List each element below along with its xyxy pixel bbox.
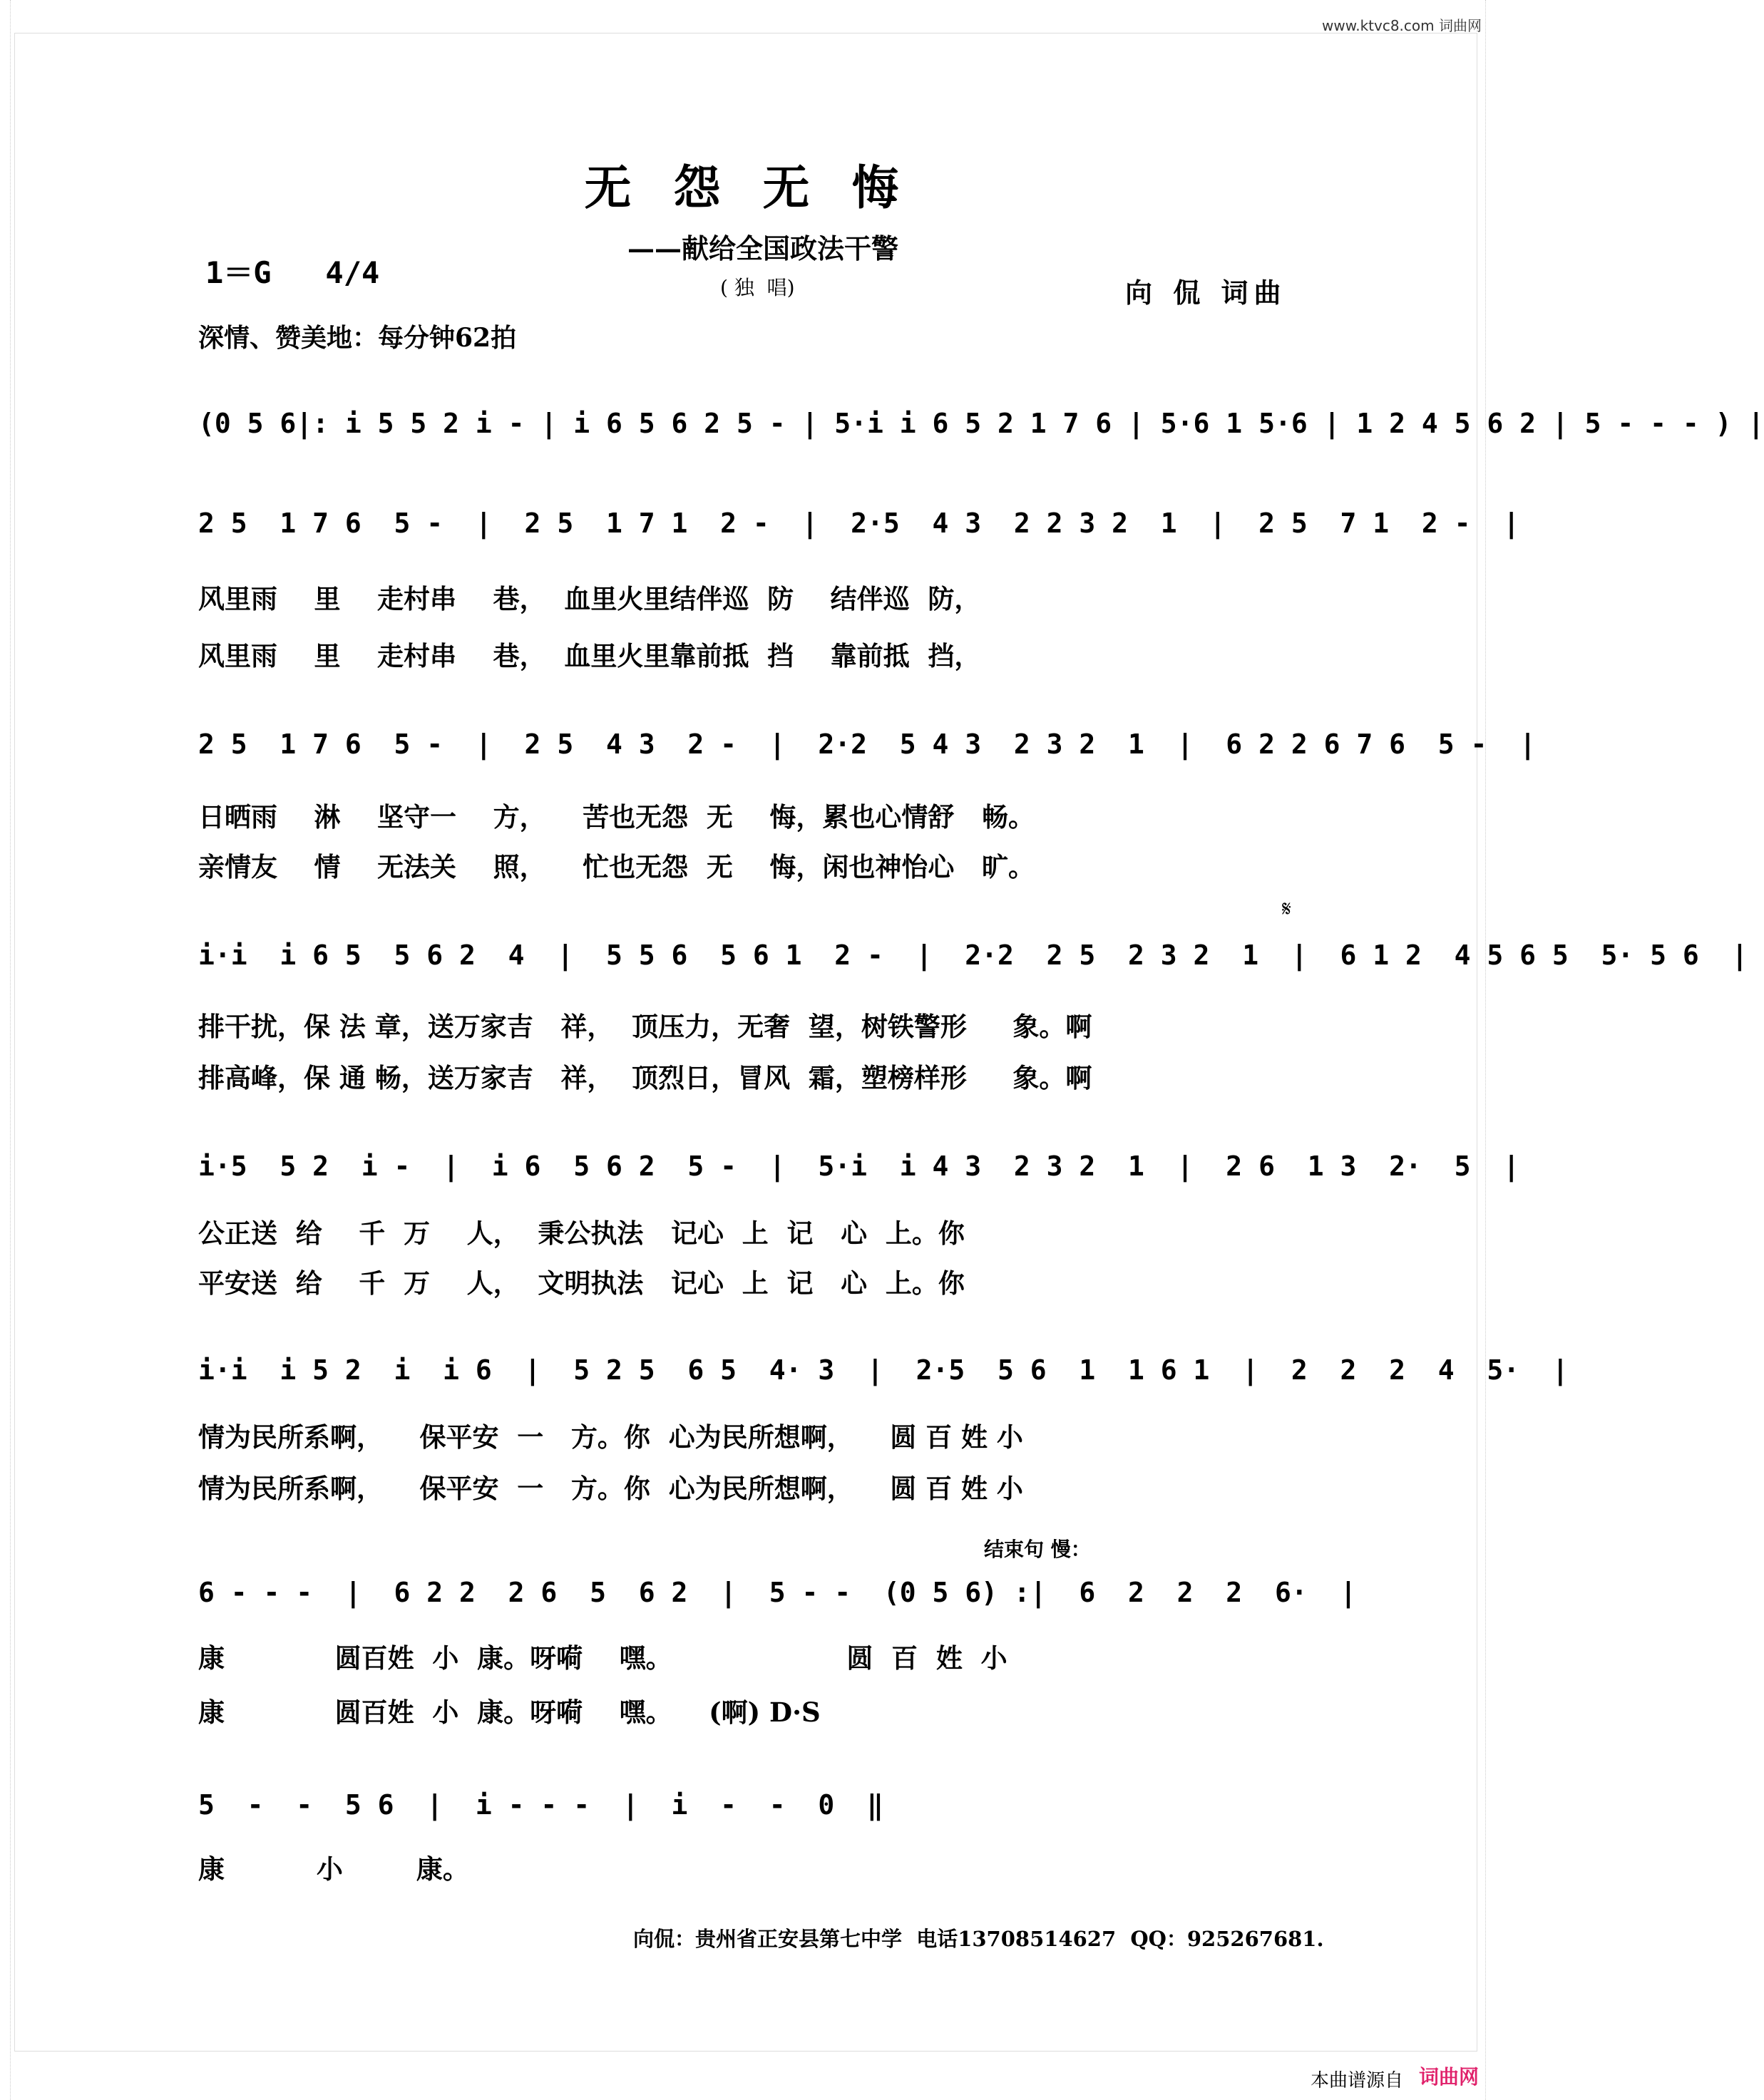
system-2-lyric-verse-1: 日晒雨 淋 坚守一 方， 苦也无怨 无 悔，累也心情舒 畅。 <box>198 801 1035 833</box>
right-edge-strip <box>1485 0 1496 2100</box>
system-1-notes: 2 5 1 7 6 5 - | 2 5 1 7 1 2 - | 2·5 4 3 2 2 3 2 1 | 2 5 7 1 2 - | <box>198 508 1520 539</box>
system-intro-notes: (0 5 6|: i 5 5 2 i - | i 6 5 6 2 5 - | 5·i i 6 5 2 1 7 6 | 5·6 1 5·6 | 1 2 4 5 6 2 | 5 - - - ) | <box>198 408 1764 439</box>
system-3-lyric-verse-2: 排高峰，保 通 畅，送万家吉 祥， 顶烈日，冒风 霜，塑榜样形 象。啊 <box>198 1062 1092 1093</box>
system-2-lyric-verse-2: 亲情友 情 无法关 照， 忙也无怨 无 悔，闲也神怡心 旷。 <box>198 851 1035 882</box>
system-3-notes: i·i i 6 5 5 6 2 4 | 5 5 6 5 6 1 2 - | 2·2 2 5 2 3 2 1 | 6 1 2 4 5 6 5 5· 5 6 | <box>198 940 1748 971</box>
left-edge-strip <box>0 0 11 2100</box>
system-5-lyric-verse-2: 情为民所系啊， 保平安 一 方。你 心为民所想啊， 圆 百 姓 小 <box>198 1473 1023 1504</box>
system-3-lyric-verse-1: 排干扰，保 法 章，送万家吉 祥， 顶压力，无奢 望，树铁警形 象。啊 <box>198 1011 1092 1042</box>
site-watermark[interactable]: www.ktvc8.com 词曲网 <box>1321 17 1482 34</box>
song-title: 无 怨 无 悔 <box>584 160 912 215</box>
tempo-marking: 深情、赞美地：每分钟62拍 <box>198 323 517 353</box>
system-5-lyric-verse-1: 情为民所系啊， 保平安 一 方。你 心为民所想啊， 圆 百 姓 小 <box>198 1421 1023 1453</box>
system-2-notes: 2 5 1 7 6 5 - | 2 5 4 3 2 - | 2·2 5 4 3 2 3 2 1 | 6 2 2 6 7 6 5 - | <box>198 729 1536 760</box>
ending-label: 结束句 慢： <box>984 1538 1091 1561</box>
system-1-lyric-verse-1: 风里雨 里 走村串 巷， 血里火里结伴巡 防 结伴巡 防， <box>198 583 981 614</box>
performance-type: ( 独 唱) <box>720 276 795 299</box>
author-credit: 向 侃 词曲 <box>1125 277 1287 309</box>
system-6-notes: 6 - - - | 6 2 2 2 6 5 6 2 | 5 - - (0 5 6) :| 6 2 2 2 6· | <box>198 1577 1357 1608</box>
system-1-lyric-verse-2: 风里雨 里 走村串 巷， 血里火里靠前抵 挡 靠前抵 挡， <box>198 640 981 671</box>
system-4-notes: i·5 5 2 i - | i 6 5 6 2 5 - | 5·i i 4 3 2 3 2 1 | 2 6 1 3 2· 5 | <box>198 1151 1520 1182</box>
contact-footer: 向侃：贵州省正安县第七中学 电话13708514627 QQ：925267681. <box>633 1927 1324 1951</box>
system-4-lyric-verse-2: 平安送 给 千 万 人， 文明执法 记心 上 记 心 上。你 <box>198 1267 965 1299</box>
key-signature: 1＝G 4/4 <box>205 255 380 290</box>
song-subtitle: ——献给全国政法干警 <box>627 232 899 264</box>
system-4-lyric-verse-1: 公正送 给 千 万 人， 秉公执法 记心 上 记 心 上。你 <box>198 1218 965 1249</box>
system-5-notes: i·i i 5 2 i i 6 | 5 2 5 6 5 4· 3 | 2·5 5 6 1 1 6 1 | 2 2 2 4 5· | <box>198 1354 1569 1386</box>
system-7-lyric: 康 小 康。 <box>198 1853 469 1885</box>
brand-link[interactable]: 词曲网 <box>1418 2065 1479 2089</box>
source-label: 本曲谱源自 <box>1310 2070 1403 2091</box>
system-7-notes: 5 - - 5 6 | i - - - | i - - 0 ‖ <box>198 1789 883 1821</box>
segno-sign: 𝄋 <box>1282 897 1291 922</box>
system-6-lyric-verse-2: 康 圆百姓 小 康。呀嗬 嘿。 (啊) D·S <box>198 1697 821 1728</box>
system-6-lyric-verse-1: 康 圆百姓 小 康。呀嗬 嘿。 圆 百 姓 小 <box>198 1642 1007 1674</box>
